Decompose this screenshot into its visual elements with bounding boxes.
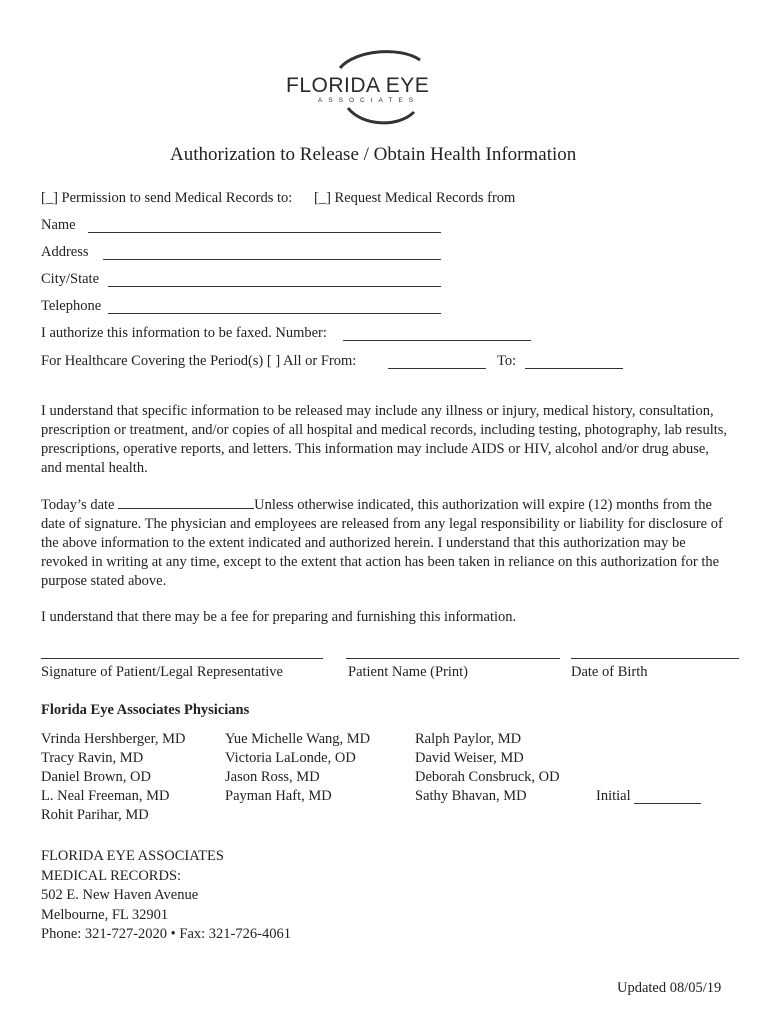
period-field-label: For Healthcare Covering the Period(s) [ ] All or From: [41,353,357,369]
send-records-checkbox[interactable]: [_] Permission to send Medical Records to: [41,190,293,206]
physician-name: Rohit Parihar, MD [41,807,149,823]
city-state-field-label: City/State [41,271,99,287]
todays-date-field[interactable] [118,496,254,509]
logo-name: FLORIDA EYE [286,74,430,97]
address-line: MEDICAL RECORDS: [41,867,182,884]
physicians-column-1 [41,730,185,825]
telephone-field-label: Telephone [41,298,102,314]
address-line: FLORIDA EYE ASSOCIATES [41,848,224,864]
name-field-label: Name [41,217,76,233]
physician-name: Daniel Brown, OD [41,769,151,785]
address-line: Phone: 321-727-2020 • Fax: 321-726-4061 [41,926,291,942]
address-line: Melbourne, FL 32901 [41,906,169,923]
expiration-paragraph [41,496,731,591]
physician-name: Vrinda Hershberger, MD [41,731,186,747]
fax-number-field[interactable] [343,328,531,341]
patient-signature-label: Signature of Patient/Legal Representative [41,664,283,680]
dob-label: Date of Birth [571,664,648,680]
florida-eye-logo [280,46,490,128]
physician-name: L. Neal Freeman, MD [41,788,170,804]
physician-name: Tracy Ravin, MD [41,750,144,766]
physician-name: Jason Ross, MD [225,769,320,785]
logo-subtitle: ASSOCIATES [318,97,420,104]
patient-name-line[interactable] [346,658,560,659]
physicians-column-2 [225,730,370,806]
patient-name-label: Patient Name (Print) [348,664,469,680]
fax-field-label: I authorize this information to be faxed. Number: [41,325,327,341]
patient-signature-line[interactable] [41,658,323,659]
expiration-text: Unless otherwise indicated, this authorization will expire (12) months from the date of signature. The physician and employees are released from any legal responsibility or liability for disclosure of the above information to the extent indicated and authorized herein. I understand that this authorization may be revoked in writing at any time, except to the extent that action has been taken in reliance on this authorization for the purpose stated above. [41,497,723,589]
disclosure-paragraph: I understand that specific information to be released may include any illness or injury, medical history, consultation, prescription or treatment, and/or copies of all hospital and medical records, including testing, photography, lab results, prescriptions, operative reports, and letters. This information may include AIDS or HIV, alcohol and/or drug abuse, and mental health. [41,403,728,476]
address-field[interactable] [103,247,441,260]
physicians-heading: Florida Eye Associates Physicians [41,702,250,718]
physician-name: Yue Michelle Wang, MD [225,731,371,747]
updated-date: Updated 08/05/19 [617,980,722,996]
address-block [41,847,291,945]
period-from-field[interactable] [388,356,486,369]
name-field[interactable] [88,220,441,233]
request-records-checkbox[interactable]: [_] Request Medical Records from [314,190,516,206]
physician-name: David Weiser, MD [415,750,524,766]
city-state-field[interactable] [108,274,441,287]
physician-name: Victoria LaLonde, OD [225,750,356,766]
physician-name: Ralph Paylor, MD [415,731,522,747]
initial-label: Initial [596,788,631,804]
address-field-label: Address [41,244,89,260]
period-to-field[interactable] [525,356,623,369]
period-to-label: To: [497,353,517,369]
physician-name: Sathy Bhavan, MD [415,788,527,804]
dob-line[interactable] [571,658,739,659]
address-line: 502 E. New Haven Avenue [41,887,199,903]
page-title: Authorization to Release / Obtain Health Information [170,144,577,165]
todays-date-label: Today’s date [41,497,115,513]
physicians-column-3 [415,730,560,806]
fee-paragraph: I understand that there may be a fee for preparing and furnishing this information. [41,609,517,625]
initial-field[interactable] [634,791,701,804]
physician-name: Deborah Consbruck, OD [415,769,560,785]
telephone-field[interactable] [108,301,441,314]
physician-name: Payman Haft, MD [225,788,332,804]
